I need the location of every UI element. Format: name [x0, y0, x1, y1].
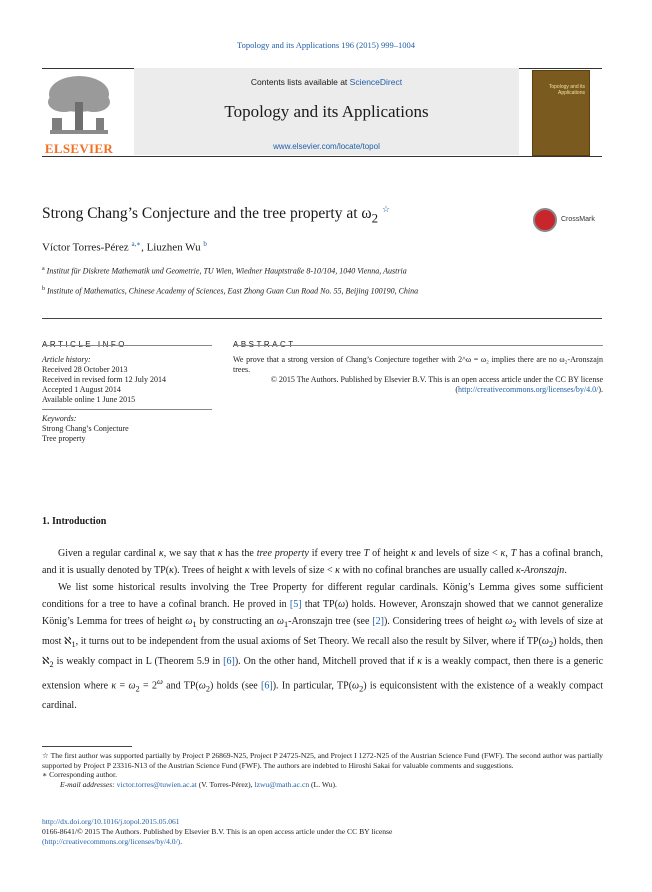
doi-block [42, 817, 603, 847]
journal-reference[interactable]: Topology and its Applications 196 (2015) 999–1004 [237, 40, 415, 50]
doi-link[interactable]: http://dx.doi.org/10.1016/j.topol.2015.05.061 [42, 817, 180, 826]
license-prefix: © 2015 The Authors. Published by Elsevier B.V. This is an open access article under the CC BY license ( [270, 375, 603, 394]
license-end: . [180, 837, 183, 846]
citation-link[interactable]: [5] [289, 599, 302, 610]
abstract-heading [233, 334, 296, 352]
footnote-mark: ∗ [42, 770, 48, 780]
footnotes [42, 751, 603, 789]
citation-link[interactable]: [6] [261, 680, 273, 692]
author-affiliation-marks[interactable]: a,∗ [131, 240, 142, 248]
affiliation-text: Institut für Diskrete Mathematik und Geometrie, TU Wien, Wiedner Hauptstraße 8-10/104, 1040 Vienna, Austria [46, 266, 407, 276]
email-owner: (L. Wu). [311, 779, 337, 789]
abstract-heading-rule [233, 345, 603, 346]
abstract-text: We prove that a strong version of Chang’s Conjecture together with 2^ω = ω₂ implies there are no ω₂-Aronszajn trees. [233, 355, 603, 374]
crossmark-label: CrossMark [561, 216, 595, 223]
email-label: E-mail addresses: [60, 779, 115, 789]
corresponding-footnote [42, 770, 603, 780]
journal-masthead [42, 68, 602, 156]
keyword: Tree property [42, 434, 86, 443]
article-info-heading [42, 334, 127, 352]
journal-url-link[interactable]: www.elsevier.com/locate/topol [273, 142, 380, 151]
article-title-text: Strong Chang’s Conjecture and the tree property at ω [42, 205, 372, 223]
contents-prefix: Contents lists available at [250, 77, 350, 87]
affiliation-b [42, 284, 522, 297]
citation-link[interactable]: [6] [223, 656, 235, 667]
history-item: Accepted 1 August 2014 [42, 385, 121, 394]
history-item: Available online 1 June 2015 [42, 395, 136, 404]
history-label: Article history: [42, 355, 91, 364]
author-separator: , [141, 241, 147, 254]
article-info [42, 355, 212, 444]
funding-text: The first author was supported partially by Project P 26869-N25, Project P 24725-N25, and Project I 1272-N25 of the Austrian Science Fund (FWF). The second author was partially supported by Project P 23316-N13 of the Austrian Science Fund (FWF). The authors are indebted to Hiroshi Sakai for valuable comments and suggestions. [42, 751, 603, 770]
author-list [42, 240, 207, 254]
journal-cover-image [532, 70, 590, 156]
front-matter-rule [42, 318, 602, 319]
keywords-label: Keywords: [42, 414, 77, 423]
affiliation-a [42, 264, 522, 277]
masthead-bottom-rule [42, 156, 602, 157]
introduction-body [42, 545, 603, 714]
sciencedirect-link[interactable]: ScienceDirect [349, 77, 403, 87]
cc-license-link[interactable]: (http://creativecommons.org/licenses/by/4.0/) [42, 837, 181, 846]
paragraph: We list some historical results involving the Tree Property for different regular cardinals. König’s Lemma gives some sufficient conditions for a tree to have a cofinal branch. He proved in [5] that TP(ω) holds. However, Aronszajn showed that we cannot generalize König’s Lemma for trees of height $\omega_1$ by constructing an $\omega_1$-Aronszajn tree (see [2]). Considering trees of height $\omega_2$ with levels of size at most ℵ$_1$, it turns out to be independent from the usual axioms of Set Theory. We recall also the result by Silver, where if $TP(\omega_2)$ holds, then ℵ$_2$ is weakly compact in L (Theorem 5.9 in [6]). On the other hand, Mitchell proved that if κ is a weakly compact, then there is a generic extension where $\kappa = \omega_2 = 2^\omega$ and $TP(\omega_2)$ holds (see [6]). In particular, $TP(\omega_2)$ is equiconsistent with the existence of a weakly compact cardinal. [42, 582, 604, 712]
section-heading: 1. Introduction [42, 516, 107, 527]
corresponding-text: Corresponding author. [49, 770, 117, 780]
issn-line: 0166-8641/© 2015 The Authors. Published by Elsevier B.V. This is an open access article under the CC BY license [42, 827, 393, 836]
funding-footnote [42, 751, 603, 770]
citation-link[interactable]: [2] [372, 616, 384, 627]
cc-license-link[interactable]: http://creativecommons.org/licenses/by/4.0/ [458, 385, 599, 394]
elsevier-wordmark: ELSEVIER [44, 141, 114, 156]
email-footnote [42, 780, 603, 790]
keyword: Strong Chang’s Conjecture [42, 424, 129, 433]
abstract [233, 355, 603, 395]
journal-title: Topology and its Applications [224, 102, 429, 121]
email-owner: (V. Torres-Pérez), [198, 779, 253, 789]
footnote-rule [42, 746, 132, 747]
info-divider [42, 409, 212, 410]
crossmark-button[interactable] [533, 208, 603, 234]
masthead-panel [134, 68, 519, 155]
title-footnote-star[interactable]: ☆ [381, 204, 390, 214]
paragraph: Given a regular cardinal κ, we say that κ has the tree property if every tree T of height κ and levels of size < κ, T has a cofinal branch, and it is usually denoted by TP(κ). Trees of height κ with levels of size < κ with no cofinal branches are usually called κ-Aronszajn. [42, 548, 603, 576]
author-name: Liuzhen Wu [146, 241, 201, 254]
contents-line [134, 77, 519, 87]
affiliation-mark: a [42, 266, 45, 272]
history-item: Received 28 October 2013 [42, 365, 128, 374]
info-heading-rule [42, 345, 212, 346]
email-link[interactable]: victor.torres@tuwien.ac.at [116, 779, 197, 789]
crossmark-icon [533, 208, 557, 232]
license-suffix: ). [598, 385, 603, 394]
author-name: Víctor Torres-Pérez [42, 241, 129, 254]
affiliation-text: Institute of Mathematics, Chinese Academy of Sciences, East Zhong Guan Cun Road No. 55, Beijing 100190, China [47, 286, 419, 296]
affiliation-mark: b [42, 286, 45, 292]
history-item: Received in revised form 12 July 2014 [42, 375, 166, 384]
cover-title: Topology and its Applications [548, 84, 585, 96]
article-title [42, 204, 390, 226]
author-affiliation-marks[interactable]: b [203, 240, 207, 248]
footnote-mark: ☆ [42, 751, 49, 760]
title-subscript: 2 [371, 210, 379, 226]
abstract-license [233, 375, 603, 395]
email-link[interactable]: lzwu@math.ac.cn [254, 779, 310, 789]
